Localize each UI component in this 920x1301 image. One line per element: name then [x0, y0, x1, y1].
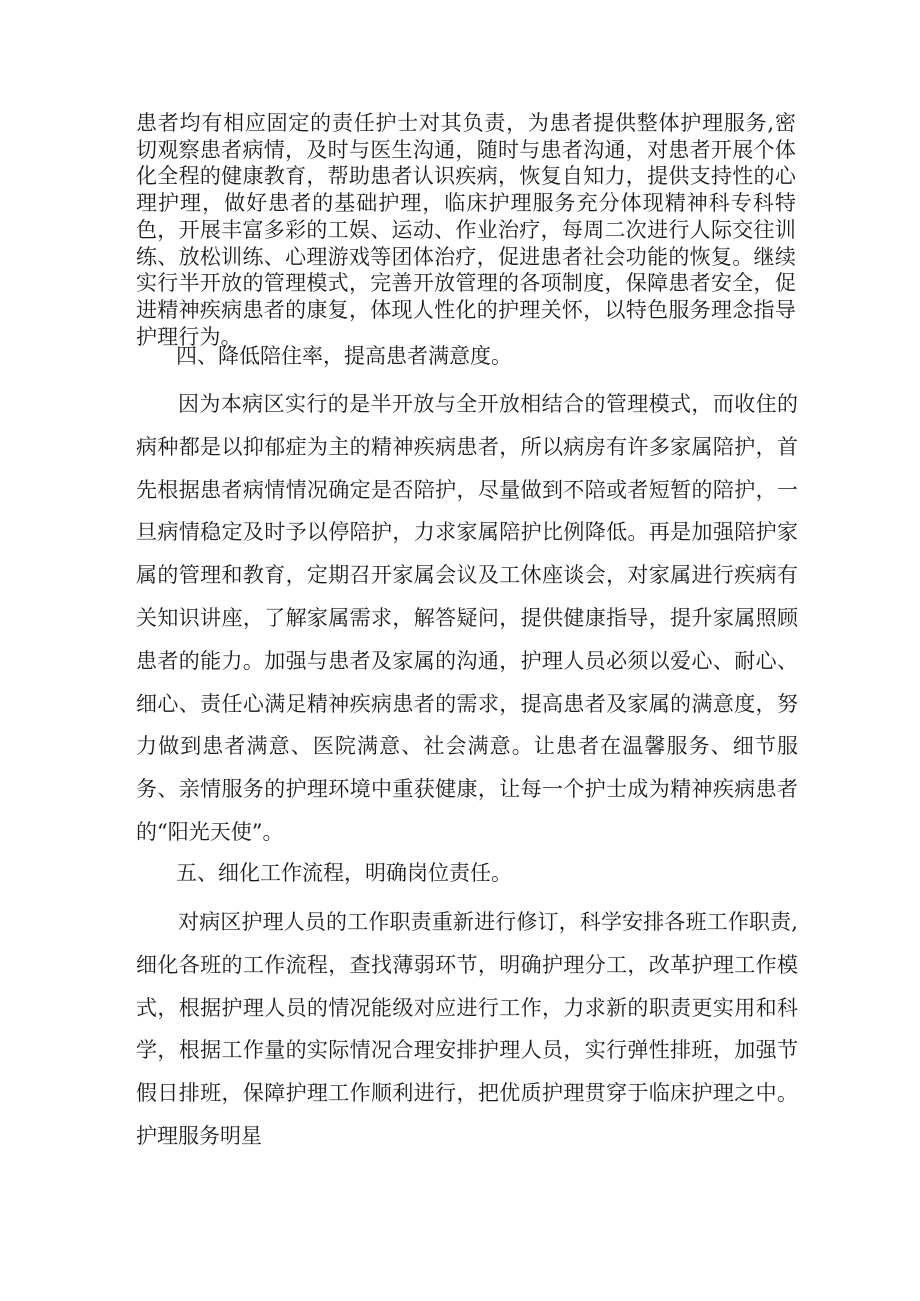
section-5-body: 对病区护理人员的工作职责重新进行修订，科学安排各班工作职责,细化各班的工作流程，查找薄弱环节，明确护理分工，改革护理工作模式，根据护理人员的情况能级对应进行工作，力求新的职责更实用和科学，根据工作量的实际情况合理安排护理人员，实行弹性排班，加强节假日排班，保障护理工作顺利进行，把优质护理贯穿于临床护理之中。护理服务明星	[136, 910, 798, 1148]
section-4-body: 因为本病区实行的是半开放与全开放相结合的管理模式，而收住的病种都是以抑郁症为主的精神疾病患者，所以病房有许多家属陪护，首先根据患者病情情况确定是否陪护，尽量做到不陪或者短暂的陪护，一旦病情稳定及时予以停陪护，力求家属陪护比例降低。再是加强陪护家属的管理和教育，定期召开家属会议及工休座谈会，对家属进行疾病有关知识讲座，了解家属需求，解答疑问，提供健康指导，提升家属照顾患者的能力。加强与患者及家属的沟通，护理人员必须以爱心、耐心、细心、责任心满足精神疾病患者的需求，提高患者及家属的满意度，努力做到患者满意、医院满意、社会满意。让患者在温馨服务、细节服务、亲情服务的护理环境中重获健康，让每一个护士成为精神疾病患者的“阳光天使”。	[136, 392, 798, 844]
section-4-heading: 四、降低陪住率，提高患者满意度。	[176, 344, 512, 368]
section-5-heading: 五、细化工作流程，明确岗位责任。	[176, 861, 512, 885]
intro-paragraph: 患者均有相应固定的责任护士对其负责，为患者提供整体护理服务,密切观察患者病情，及时与医生沟通，随时与患者沟通，对患者开展个体化全程的健康教育，帮助患者认识疾病，恢复自知力，提供支持性的心理护理，做好患者的基础护理，临床护理服务充分体现精神科专科特色，开展丰富多彩的工娱、运动、作业治疗，每周二次进行人际交往训练、放松训练、心理游戏等团体治疗，促进患者社会功能的恢复。继续实行半开放的管理模式，完善开放管理的各项制度，保障患者安全，促进精神疾病患者的康复，体现人性化的护理关怀，以特色服务理念指导护理行为。	[136, 111, 796, 349]
